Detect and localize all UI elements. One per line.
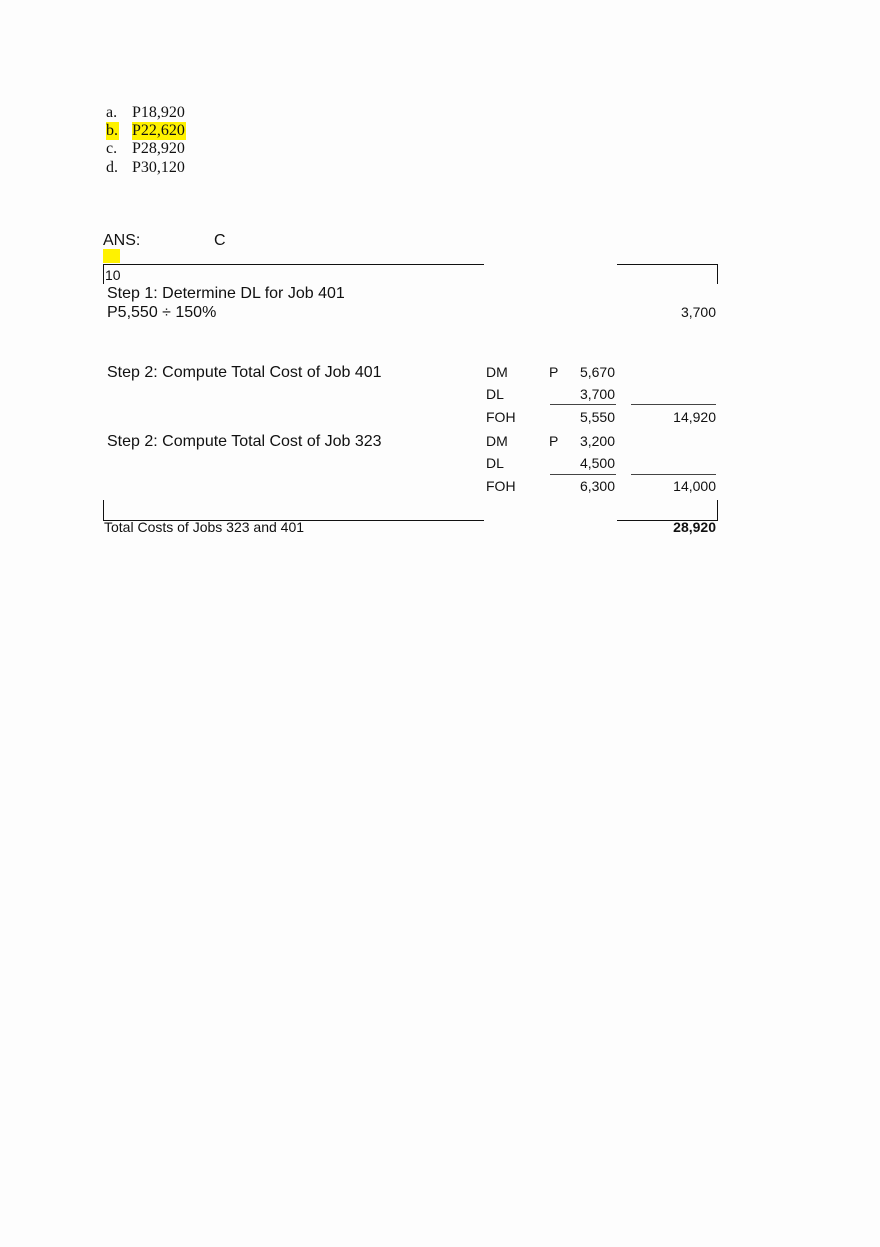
top-border-right bbox=[617, 264, 718, 265]
job323-dm-amount: 3,200 bbox=[579, 433, 615, 449]
bottom-border-left bbox=[103, 520, 484, 521]
job401-subtotal-rule bbox=[550, 404, 616, 405]
job323-dm-currency: P bbox=[549, 433, 559, 449]
job323-title: Step 2: Compute Total Cost of Job 323 bbox=[107, 433, 382, 450]
job401-title: Step 2: Compute Total Cost of Job 401 bbox=[107, 364, 382, 381]
option-b-letter: b. bbox=[106, 122, 118, 139]
highlight-marker bbox=[103, 249, 120, 263]
job323-total: 14,000 bbox=[673, 478, 716, 494]
job401-total: 14,920 bbox=[673, 409, 716, 425]
left-border-bottom bbox=[103, 500, 104, 520]
bottom-border-right bbox=[617, 520, 718, 521]
step1-result: 3,700 bbox=[680, 304, 716, 320]
step1-calc: P5,550 ÷ 150% bbox=[107, 304, 217, 321]
job401-total-rule bbox=[631, 404, 716, 405]
job323-subtotal-rule bbox=[550, 474, 616, 475]
option-d-letter: d. bbox=[106, 159, 118, 176]
option-a-text: P18,920 bbox=[132, 104, 185, 121]
job323-dl-label: DL bbox=[486, 455, 504, 471]
job401-dm-amount: 5,670 bbox=[579, 364, 615, 380]
job401-dm-currency: P bbox=[549, 364, 559, 380]
option-b-text: P22,620 bbox=[132, 122, 185, 139]
option-a-letter: a. bbox=[106, 104, 118, 121]
left-border-top bbox=[103, 264, 104, 284]
grand-total-label: Total Costs of Jobs 323 and 401 bbox=[104, 519, 305, 535]
option-c-letter: c. bbox=[106, 140, 118, 157]
answer-label: ANS: bbox=[103, 232, 141, 249]
top-border-left bbox=[103, 264, 484, 265]
job401-dm-label: DM bbox=[486, 364, 508, 380]
job323-foh-label: FOH bbox=[486, 478, 516, 494]
job323-dl-amount: 4,500 bbox=[579, 455, 615, 471]
question-number: 10 bbox=[105, 267, 121, 283]
job323-dm-label: DM bbox=[486, 433, 508, 449]
answer-value: C bbox=[214, 232, 226, 249]
job401-foh-label: FOH bbox=[486, 409, 516, 425]
grand-total-value: 28,920 bbox=[673, 519, 716, 535]
step1-title: Step 1: Determine DL for Job 401 bbox=[107, 285, 345, 302]
option-d-text: P30,120 bbox=[132, 159, 185, 176]
job401-dl-amount: 3,700 bbox=[579, 386, 615, 402]
job323-total-rule bbox=[631, 474, 716, 475]
job323-foh-amount: 6,300 bbox=[579, 478, 615, 494]
option-c-text: P28,920 bbox=[132, 140, 185, 157]
right-border-bottom bbox=[717, 500, 718, 520]
job401-foh-amount: 5,550 bbox=[579, 409, 615, 425]
right-border-top bbox=[717, 264, 718, 284]
job401-dl-label: DL bbox=[486, 386, 504, 402]
